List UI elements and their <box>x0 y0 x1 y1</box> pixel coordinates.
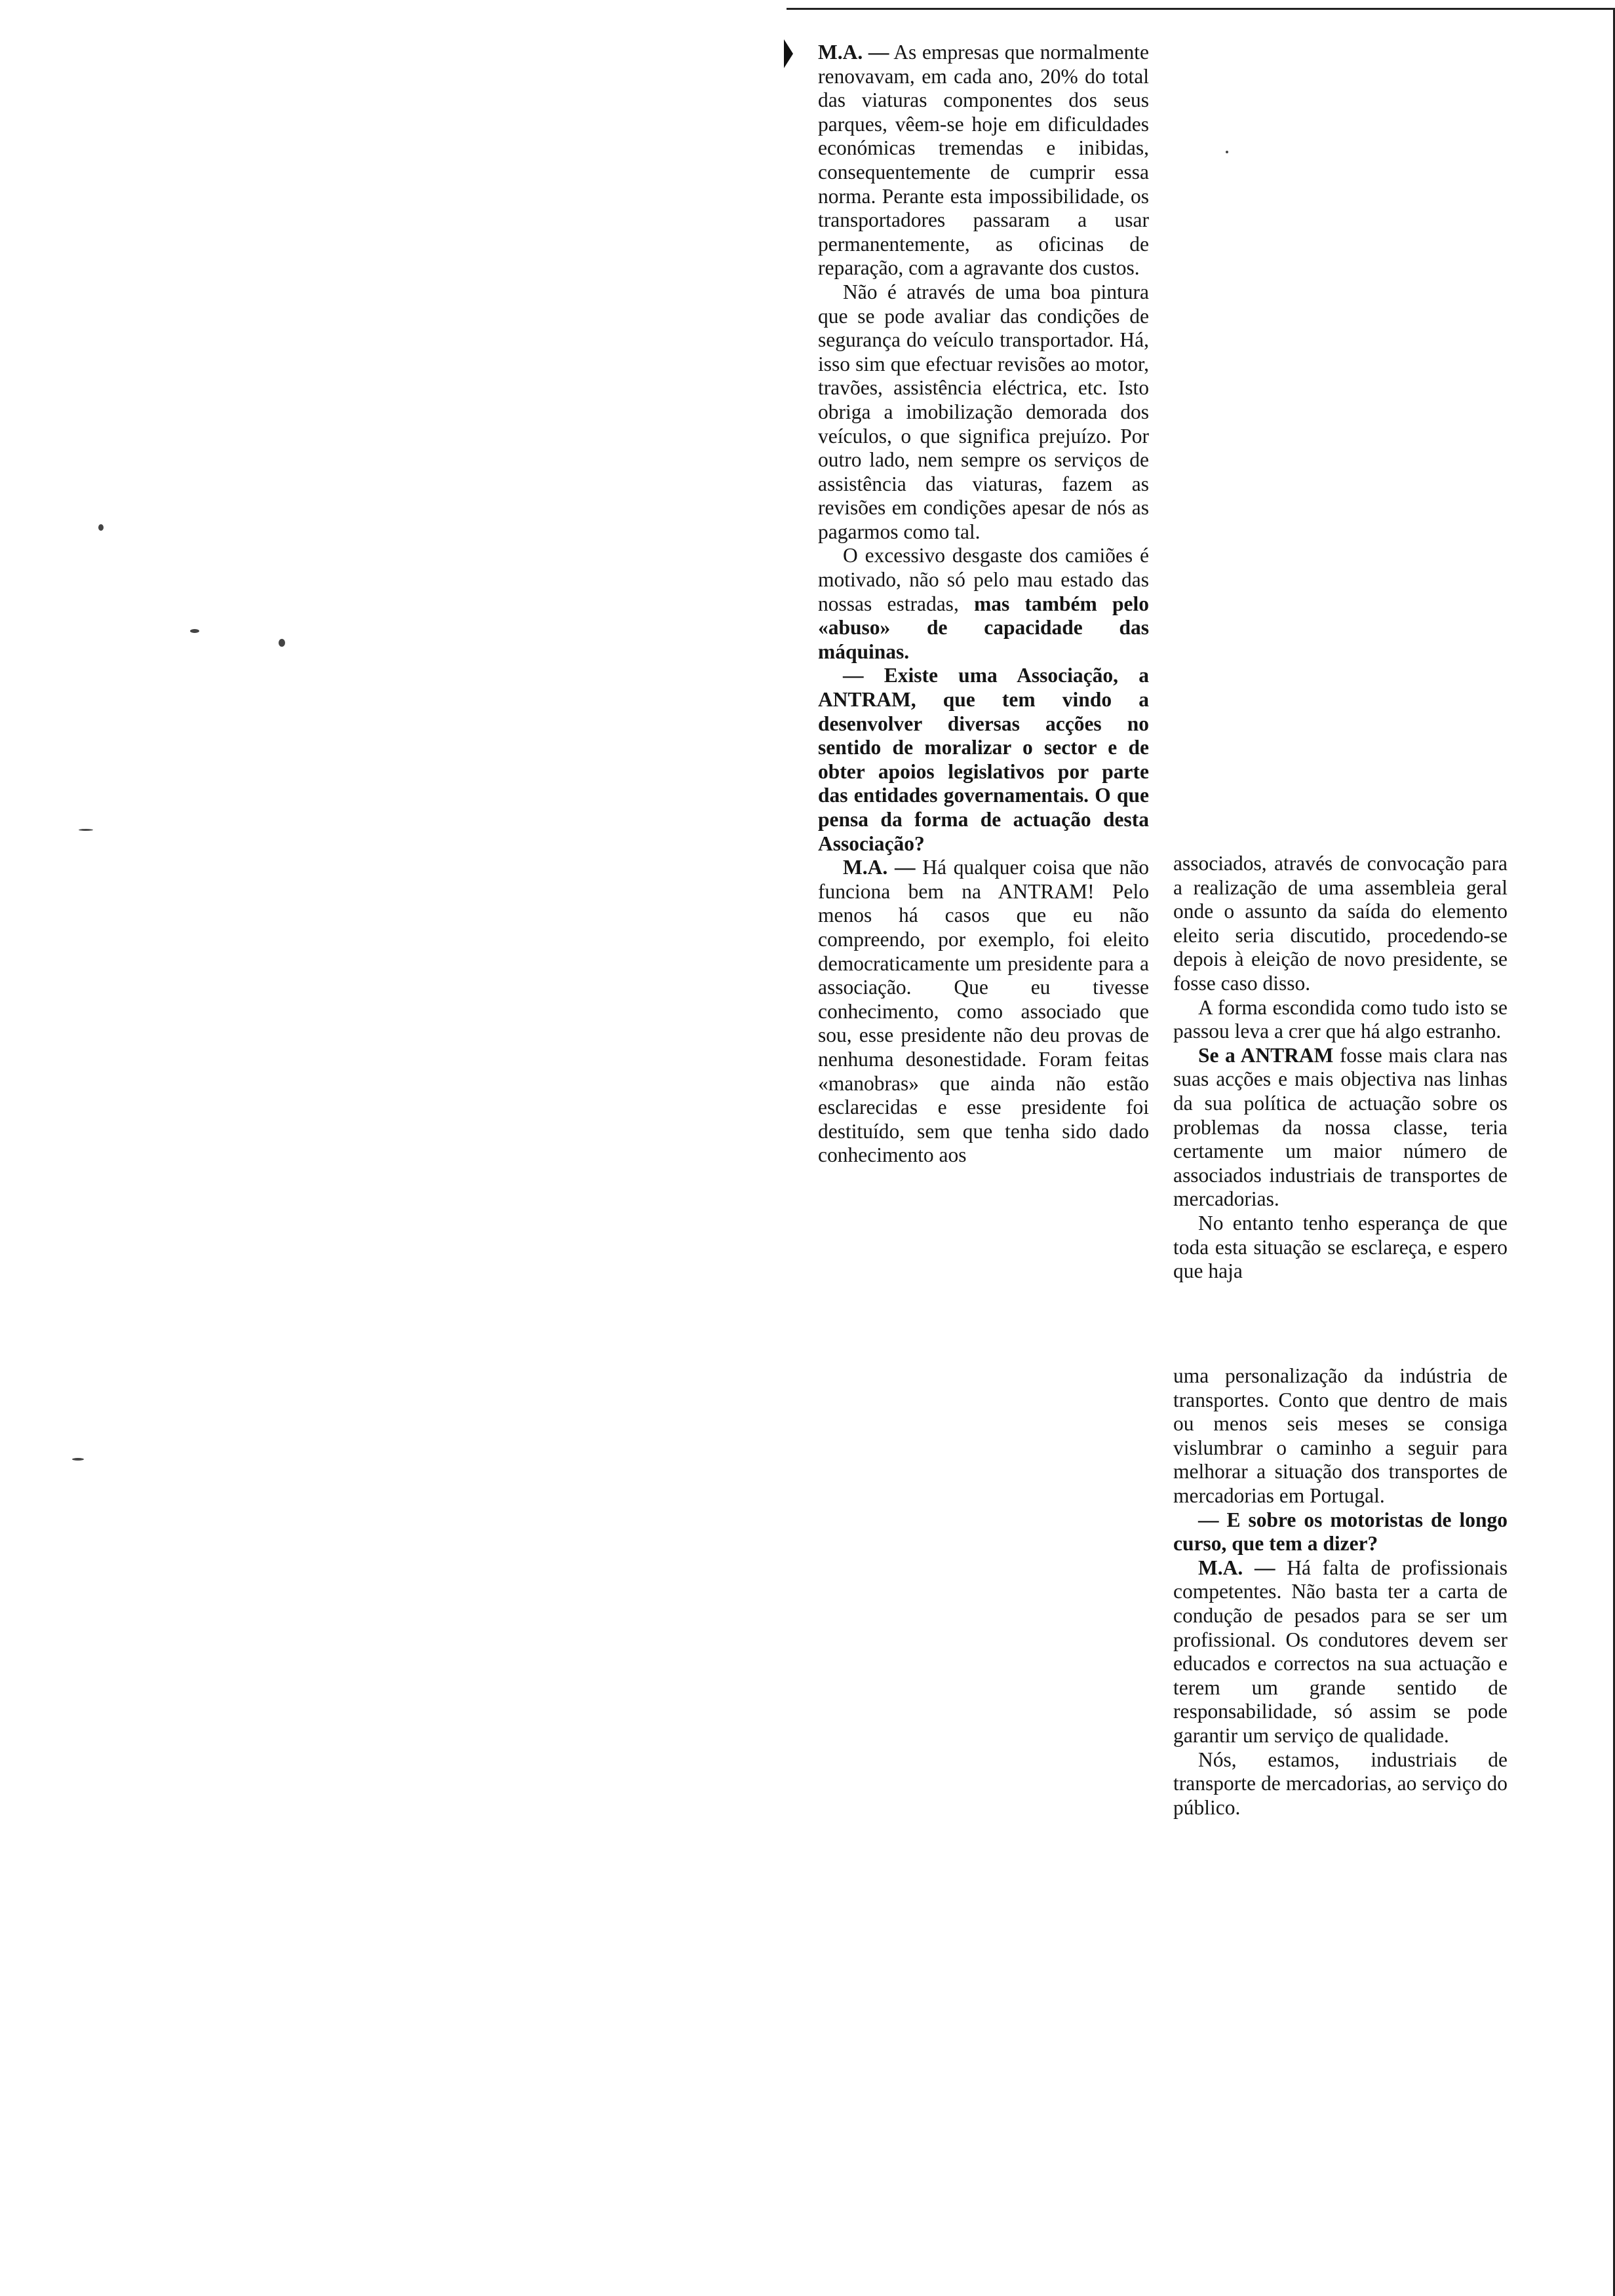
paragraph: Não é através de uma boa pintura que se pode avaliar das condições de segurança do veículo transportador. Há, isso sim que efectuar revisões ao motor, travões, assistência eléctrica, etc. Isto obriga a imobilização demorada dos veículos, o que significa prejuízo. Por outro lado, nem sempre os serviços de assistência das viaturas, fazem as revisões em condições apesar de nós as pagarmos como tal. <box>818 280 1149 543</box>
paragraph-text: As empresas que normalmente renovavam, em cada ano, 20% do total das viaturas componentes dos seus parques, vêem-se hoje em dificuldades económicas tremendas e inibidas, consequentemente de cumprir essa norma. Perante esta impossibilidade, os transportadores passaram a usar permanentemente, as oficinas de reparação, com a agravante dos custos. <box>818 41 1149 280</box>
speaker-label: M.A. — <box>818 41 889 64</box>
article-column-2 <box>1173 852 1508 1284</box>
top-rule <box>787 8 1615 10</box>
column-marker <box>784 39 793 68</box>
scan-speck <box>72 1458 84 1461</box>
speaker-label: M.A. — <box>1198 1556 1275 1579</box>
paragraph: No entanto tenho esperança de que toda esta situação se esclareça, e espero que haja <box>1173 1211 1508 1283</box>
paragraph-text: Há falta de profissionais competentes. Não basta ter a carta de condução de pesados para se ser um profissional. Os condutores devem ser educados e correctos na sua actuação e terem um grande sentido de responsabilidade, só assim se pode garantir um serviço de qualidade. <box>1173 1556 1508 1747</box>
paragraph-text: Há qualquer coisa que não funciona bem na ANTRAM! Pelo menos há casos que eu não compreendo, por exemplo, foi eleito democraticamente um presidente para a associação. Que eu tivesse conhecimento, como associado que sou, esse presidente não deu provas de nenhuma desonestidade. Foram feitas «manobras» que ainda não estão esclarecidas e esse presidente foi destituído, sem que tenha sido dado conhecimento aos <box>818 856 1150 1167</box>
paragraph <box>1173 1044 1508 1212</box>
paragraph-text: O excessivo desgaste dos camiões é motivado, não só pelo mau estado das nossas estradas, <box>818 544 1149 615</box>
paragraph: uma personalização da indústria de transportes. Conto que dentro de mais ou menos seis meses se consiga vislumbrar o caminho a seguir para melhorar a situação dos transportes de mercadorias em Portugal. <box>1173 1364 1508 1507</box>
paragraph <box>818 544 1149 664</box>
scan-speck <box>279 639 285 647</box>
scan-speck <box>98 524 104 531</box>
paragraph-text: fosse mais clara nas suas acções e mais objectiva nas linhas da sua política de actuação sobre os problemas da nossa classe, teria certamente um maior número de associados industriais de transportes de mercadorias. <box>1173 1043 1508 1211</box>
interview-question: — Existe uma Associação, a ANTRAM, que tem vindo a desenvolver diversas acções no sentido de moralizar o sector e de obter apoios legislativos por parte das entidades governamentais. O que pensa da forma de actuação desta Associação? <box>818 664 1149 855</box>
article-column-3 <box>1173 1364 1508 1820</box>
paragraph-bold-text: mas também pelo «abuso» de capacidade das máquinas. <box>818 592 1149 663</box>
paragraph: Nós, estamos, industriais de transporte de mercadorias, ao serviço do público. <box>1173 1748 1508 1819</box>
paragraph-bold-lead: Se a ANTRAM <box>1198 1043 1334 1067</box>
article-column-1 <box>818 41 1149 1168</box>
paragraph: associados, através de convocação para a realização de uma assembleia geral onde o assunto da saída do elemento eleito seria discutido, procedendo-se depois à eleição de novo presidente, se fosse caso disso. <box>1173 852 1508 995</box>
interview-question: — E sobre os motoristas de longo curso, que tem a dizer? <box>1173 1508 1508 1556</box>
scan-speck <box>1226 151 1228 153</box>
paragraph: A forma escondida como tudo isto se passou leva a crer que há algo estranho. <box>1173 995 1508 1043</box>
answer-paragraph <box>818 41 1149 280</box>
answer-paragraph <box>1173 1556 1508 1748</box>
answer-paragraph <box>818 856 1149 1168</box>
scan-speck <box>190 629 199 633</box>
speaker-label: M.A. — <box>843 856 916 879</box>
scan-speck <box>79 829 93 831</box>
